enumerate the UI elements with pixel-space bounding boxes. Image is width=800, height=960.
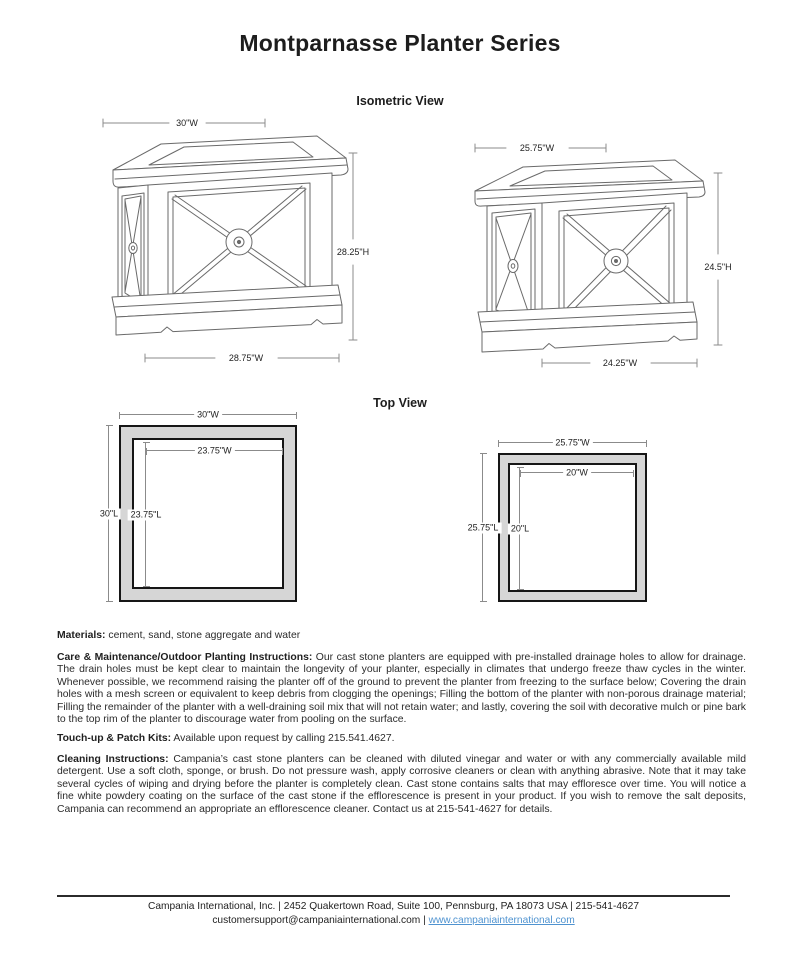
- materials-text: cement, sand, stone aggregate and water: [105, 630, 301, 641]
- footer-company-line: Campania International, Inc. | 2452 Quakertown Road, Suite 100, Pennsburg, PA 18073 USA | 215-541-4627: [147, 901, 640, 912]
- footer-contact-line: [57, 914, 730, 928]
- dim-large-outer-width: [119, 409, 297, 420]
- dim-label: 23.75"L: [128, 509, 165, 520]
- isometric-view-heading: Isometric View: [356, 94, 444, 108]
- footer-separator: |: [420, 914, 429, 926]
- touchup-line: [57, 733, 746, 745]
- dim-label-small-top-width: 25.75"W: [519, 143, 555, 153]
- footer-divider: [57, 895, 730, 897]
- care-maintenance-paragraph: [57, 652, 746, 727]
- materials-label: Materials:: [57, 630, 106, 641]
- dim-large-inner-width: [146, 445, 283, 456]
- dim-large-outer-length: [99, 425, 119, 602]
- dim-label: 20"W: [563, 468, 591, 479]
- materials-line: [57, 630, 746, 642]
- dim-label: 30"L: [97, 508, 121, 519]
- dim-label-large-bottom-width: 28.75"W: [228, 353, 264, 363]
- touchup-label: Touch-up & Patch Kits:: [57, 733, 172, 744]
- footer-website-link[interactable]: www.campaniainternational.com: [428, 914, 575, 926]
- dim-label-small-height: 24.5"H: [704, 262, 732, 272]
- cleaning-text: Campania’s cast stone planters can be cleaned with diluted vinegar and water or with any commercially available mild detergent. Use a soft cloth, sponge, or brush. Do not pressure wash, apply corrosive cleaners or clean with anything abrasive. Note that it may take several cycles of wiping and drying before the planter is completely clean. Cast stone contains salts that may effloresce over time. You will notice a fine white powdery coating on the surface of the cast stone if the efflorescence is present in your product. If you wish to remove the salt deposits, Campania can recommend an appropriate an efflorescence cleaner. Contact us at 215-541-4627 for details.: [57, 754, 746, 815]
- dim-small-outer-width: [498, 437, 647, 448]
- dim-small-inner-width: [520, 467, 634, 478]
- dim-small-outer-length: [467, 453, 499, 602]
- care-text: Our cast stone planters are equipped with pre-installed drainage holes to allow for drainage. The drain holes must be kept clear to maintain the longevity of your planter, especially in climates that undergo freeze thaw cycles in the winter. Whenever possible, we recommend raising the planter off of the ground to prevent the planter from freezing to the surface below; Covering the drain holes with a mesh screen or equivalent to keep debris from clogging the openings; Filling the bottom of the planter with non-porous drainage material; Filling the remainder of the planter with a well-draining soil mix that will not retain water; and lastly, covering the soil with decorative mulch or pine bark to the top rim of the planter to discourage water from pooling on the surface.: [57, 652, 746, 726]
- dim-small-inner-length: [510, 467, 530, 590]
- touchup-text: Available upon request by calling 215.541.4627.: [171, 733, 395, 744]
- dim-label-large-top-width: 30"W: [176, 118, 198, 128]
- cleaning-paragraph: [57, 754, 746, 816]
- dim-label: 30"W: [194, 410, 222, 421]
- dim-large-inner-length: [130, 442, 162, 587]
- top-view-heading: Top View: [373, 396, 427, 410]
- dim-label-large-height: 28.25"H: [336, 247, 370, 257]
- page-title: Montparnasse Planter Series: [239, 30, 561, 56]
- isometric-drawing-small-planter: [450, 135, 750, 370]
- footer: [57, 900, 730, 927]
- dim-label: 25.75"L: [465, 522, 502, 533]
- dim-label-small-bottom-width: 24.25"W: [602, 358, 638, 368]
- cleaning-label: Cleaning Instructions:: [57, 754, 169, 765]
- footer-email: customersupport@campaniainternational.com: [212, 914, 421, 926]
- dim-label: 23.75"W: [194, 446, 234, 457]
- dim-label: 25.75"W: [552, 438, 592, 449]
- isometric-drawing-large-planter: [65, 112, 375, 372]
- dim-label: 20"L: [508, 523, 532, 534]
- care-label: Care & Maintenance/Outdoor Planting Instructions:: [57, 652, 313, 663]
